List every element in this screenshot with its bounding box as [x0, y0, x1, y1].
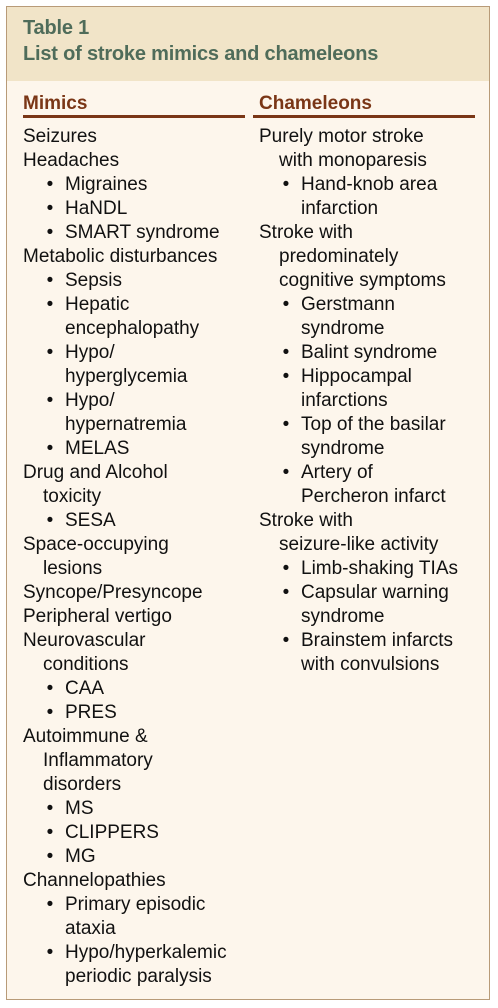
list-item-line [23, 845, 249, 869]
list-item-text: Headaches [23, 150, 120, 171]
list-item-line [23, 317, 249, 341]
list-item-text: periodic paralysis [65, 966, 212, 987]
list-item-line [259, 413, 485, 437]
list-item [23, 869, 249, 893]
list-item-text: Migraines [65, 174, 148, 195]
list-item-line [23, 485, 249, 509]
bullet-icon: • [282, 174, 290, 195]
list-item-line [23, 173, 249, 197]
bullet-icon: • [46, 702, 54, 723]
list-item-text: MS [65, 798, 94, 819]
list-item-line [259, 509, 485, 533]
list-item-text: Space-occupying [23, 534, 169, 555]
chameleons-column-header: Chameleons [259, 93, 372, 114]
list-item-line [259, 125, 485, 149]
list-item-text: Top of the basilar [301, 414, 446, 435]
list-item-text: Stroke with [259, 510, 353, 531]
list-item [23, 149, 249, 173]
list-item-line [23, 821, 249, 845]
list-item-line [23, 773, 249, 797]
list-item-line [23, 725, 249, 749]
list-item-text: HaNDL [65, 198, 128, 219]
bullet-icon: • [46, 438, 54, 459]
bullet-icon: • [46, 846, 54, 867]
list-item-line [259, 341, 485, 365]
list-item-line [23, 605, 249, 629]
list-item-line [23, 653, 249, 677]
bullet-icon: • [282, 342, 290, 363]
list-item-text: ataxia [65, 918, 116, 939]
list-item-line [23, 125, 249, 149]
list-item-text: CAA [65, 678, 105, 699]
bullet-icon: • [46, 894, 54, 915]
sub-list-item [23, 701, 249, 725]
list-item-text: toxicity [43, 486, 102, 507]
list-item-line [259, 173, 485, 197]
bullet-icon: • [46, 198, 54, 219]
list-item-text: CLIPPERS [65, 822, 159, 843]
bullet-icon: • [46, 270, 54, 291]
list-item-line [23, 869, 249, 893]
list-item-line [259, 629, 485, 653]
list-item-line [259, 653, 485, 677]
bullet-icon: • [46, 678, 54, 699]
list-item-text: Hypo/ [65, 390, 115, 411]
mimics-column-header: Mimics [23, 93, 88, 114]
list-item-text: with monoparesis [279, 150, 427, 171]
bullet-icon: • [46, 822, 54, 843]
list-item-line [259, 149, 485, 173]
bullet-icon: • [282, 558, 290, 579]
list-item-text: syndrome [301, 606, 385, 627]
list-item-text: MG [65, 846, 96, 867]
list-item [259, 221, 485, 293]
bullet-icon: • [282, 414, 290, 435]
list-item-text: seizure-like activity [279, 534, 439, 555]
sub-list-item [23, 677, 249, 701]
list-item [259, 125, 485, 173]
list-item-line [23, 629, 249, 653]
list-item-line [259, 533, 485, 557]
chameleons-header-rule [253, 115, 475, 118]
sub-list-item [259, 413, 485, 461]
sub-list-item [259, 461, 485, 509]
chameleons-list [259, 125, 485, 677]
list-item-text: Hippocampal [301, 366, 412, 387]
list-item-text: Autoimmune & [23, 726, 148, 747]
list-item-text: infarction [301, 198, 379, 219]
list-item-text: Capsular warning [301, 582, 449, 603]
bullet-icon: • [282, 462, 290, 483]
sub-list-item [23, 437, 249, 461]
list-item-text: disorders [43, 774, 122, 795]
list-item-text: syndrome [301, 318, 385, 339]
list-item-text: Limb-shaking TIAs [301, 558, 458, 579]
bullet-icon: • [282, 366, 290, 387]
list-item-text: Sepsis [65, 270, 123, 291]
sub-list-item [23, 845, 249, 869]
list-item-text: hyperglycemia [65, 366, 188, 387]
sub-list-item [23, 269, 249, 293]
list-item-line [23, 941, 249, 965]
list-item-line [259, 557, 485, 581]
list-item-text: MELAS [65, 438, 130, 459]
list-item-text: SMART syndrome [65, 222, 220, 243]
bullet-icon: • [46, 390, 54, 411]
list-item-line [23, 437, 249, 461]
sub-list-item [23, 293, 249, 341]
list-item-line [23, 365, 249, 389]
list-item-line [259, 485, 485, 509]
list-item-text: Hypo/hyperkalemic [65, 942, 227, 963]
list-item-text: Percheron infarct [301, 486, 446, 507]
list-item-line [259, 245, 485, 269]
table-header [7, 7, 489, 81]
list-item-line [23, 245, 249, 269]
sub-list-item [259, 581, 485, 629]
list-item-text: Gerstmann [301, 294, 395, 315]
bullet-icon: • [46, 510, 54, 531]
list-item-line [23, 413, 249, 437]
list-item-line [259, 437, 485, 461]
list-item [23, 533, 249, 581]
bullet-icon: • [282, 294, 290, 315]
list-item-line [259, 269, 485, 293]
list-item [259, 509, 485, 557]
list-item-text: Brainstem infarcts [301, 630, 454, 651]
list-item-text: predominately [279, 246, 399, 267]
table-label: Table 1 [23, 17, 90, 39]
list-item-line [23, 461, 249, 485]
list-item [23, 461, 249, 509]
list-item-line [23, 701, 249, 725]
bullet-icon: • [282, 582, 290, 603]
list-item-text: Stroke with [259, 222, 353, 243]
list-item-text: lesions [43, 558, 103, 579]
bullet-icon: • [46, 342, 54, 363]
list-item-text: Balint syndrome [301, 342, 438, 363]
list-item-line [23, 965, 249, 989]
list-item-text: encephalopathy [65, 318, 200, 339]
list-item-line [23, 749, 249, 773]
list-item-text: Hand-knob area [301, 174, 438, 195]
list-item-line [259, 293, 485, 317]
list-item-text: conditions [43, 654, 129, 675]
sub-list-item [23, 221, 249, 245]
list-item-text: Channelopathies [23, 870, 166, 891]
list-item [23, 581, 249, 605]
list-item-text: Seizures [23, 126, 97, 147]
list-item-line [23, 221, 249, 245]
list-item-line [23, 797, 249, 821]
sub-list-item [259, 557, 485, 581]
list-item-text: Purely motor stroke [259, 126, 424, 147]
sub-list-item [23, 509, 249, 533]
mimics-header-rule [23, 115, 245, 118]
bullet-icon: • [46, 942, 54, 963]
sub-list-item [23, 893, 249, 941]
sub-list-item [23, 341, 249, 389]
list-item-text: Drug and Alcohol [23, 462, 168, 483]
list-item [23, 125, 249, 149]
list-item-line [23, 341, 249, 365]
bullet-icon: • [46, 798, 54, 819]
list-item-line [23, 269, 249, 293]
list-item-line [259, 605, 485, 629]
list-item-line [23, 533, 249, 557]
sub-list-item [259, 341, 485, 365]
list-item-text: Primary episodic [65, 894, 206, 915]
list-item-text: syndrome [301, 438, 385, 459]
list-item-text: Syncope/Presyncope [23, 582, 203, 603]
list-item-line [23, 293, 249, 317]
list-item-text: Metabolic disturbances [23, 246, 218, 267]
list-item [23, 605, 249, 629]
bullet-icon: • [46, 294, 54, 315]
list-item-line [23, 893, 249, 917]
sub-list-item [23, 389, 249, 437]
list-item-text: cognitive symptoms [279, 270, 446, 291]
mimics-list [23, 125, 249, 989]
list-item-line [259, 389, 485, 413]
list-item [23, 725, 249, 797]
list-item-text: hypernatremia [65, 414, 187, 435]
list-item-text: SESA [65, 510, 116, 531]
list-item-text: Neurovascular [23, 630, 146, 651]
list-item-line [23, 917, 249, 941]
list-item-line [23, 581, 249, 605]
list-item-text: Artery of [301, 462, 373, 483]
list-item-text: Hepatic [65, 294, 130, 315]
list-item-line [259, 197, 485, 221]
sub-list-item [259, 365, 485, 413]
list-item-line [23, 149, 249, 173]
list-item-line [23, 677, 249, 701]
list-item [23, 245, 249, 269]
list-item-text: Inflammatory [43, 750, 153, 771]
sub-list-item [23, 197, 249, 221]
list-item-text: Hypo/ [65, 342, 115, 363]
list-item-text: PRES [65, 702, 117, 723]
list-item-line [259, 221, 485, 245]
list-item-text: Peripheral vertigo [23, 606, 172, 627]
list-item-line [23, 509, 249, 533]
list-item-text: infarctions [301, 390, 388, 411]
sub-list-item [259, 173, 485, 221]
list-item-line [23, 557, 249, 581]
list-item-line [23, 389, 249, 413]
sub-list-item [23, 941, 249, 989]
sub-list-item [259, 293, 485, 341]
bullet-icon: • [282, 630, 290, 651]
bullet-icon: • [46, 222, 54, 243]
list-item-line [259, 365, 485, 389]
sub-list-item [259, 629, 485, 677]
sub-list-item [23, 797, 249, 821]
sub-list-item [23, 821, 249, 845]
table-title: List of stroke mimics and chameleons [23, 43, 379, 65]
list-item [23, 629, 249, 677]
list-item-line [23, 197, 249, 221]
sub-list-item [23, 173, 249, 197]
table-panel [6, 6, 490, 1000]
list-item-line [259, 581, 485, 605]
bullet-icon: • [46, 174, 54, 195]
list-item-line [259, 317, 485, 341]
list-item-text: with convulsions [301, 654, 440, 675]
list-item-line [259, 461, 485, 485]
